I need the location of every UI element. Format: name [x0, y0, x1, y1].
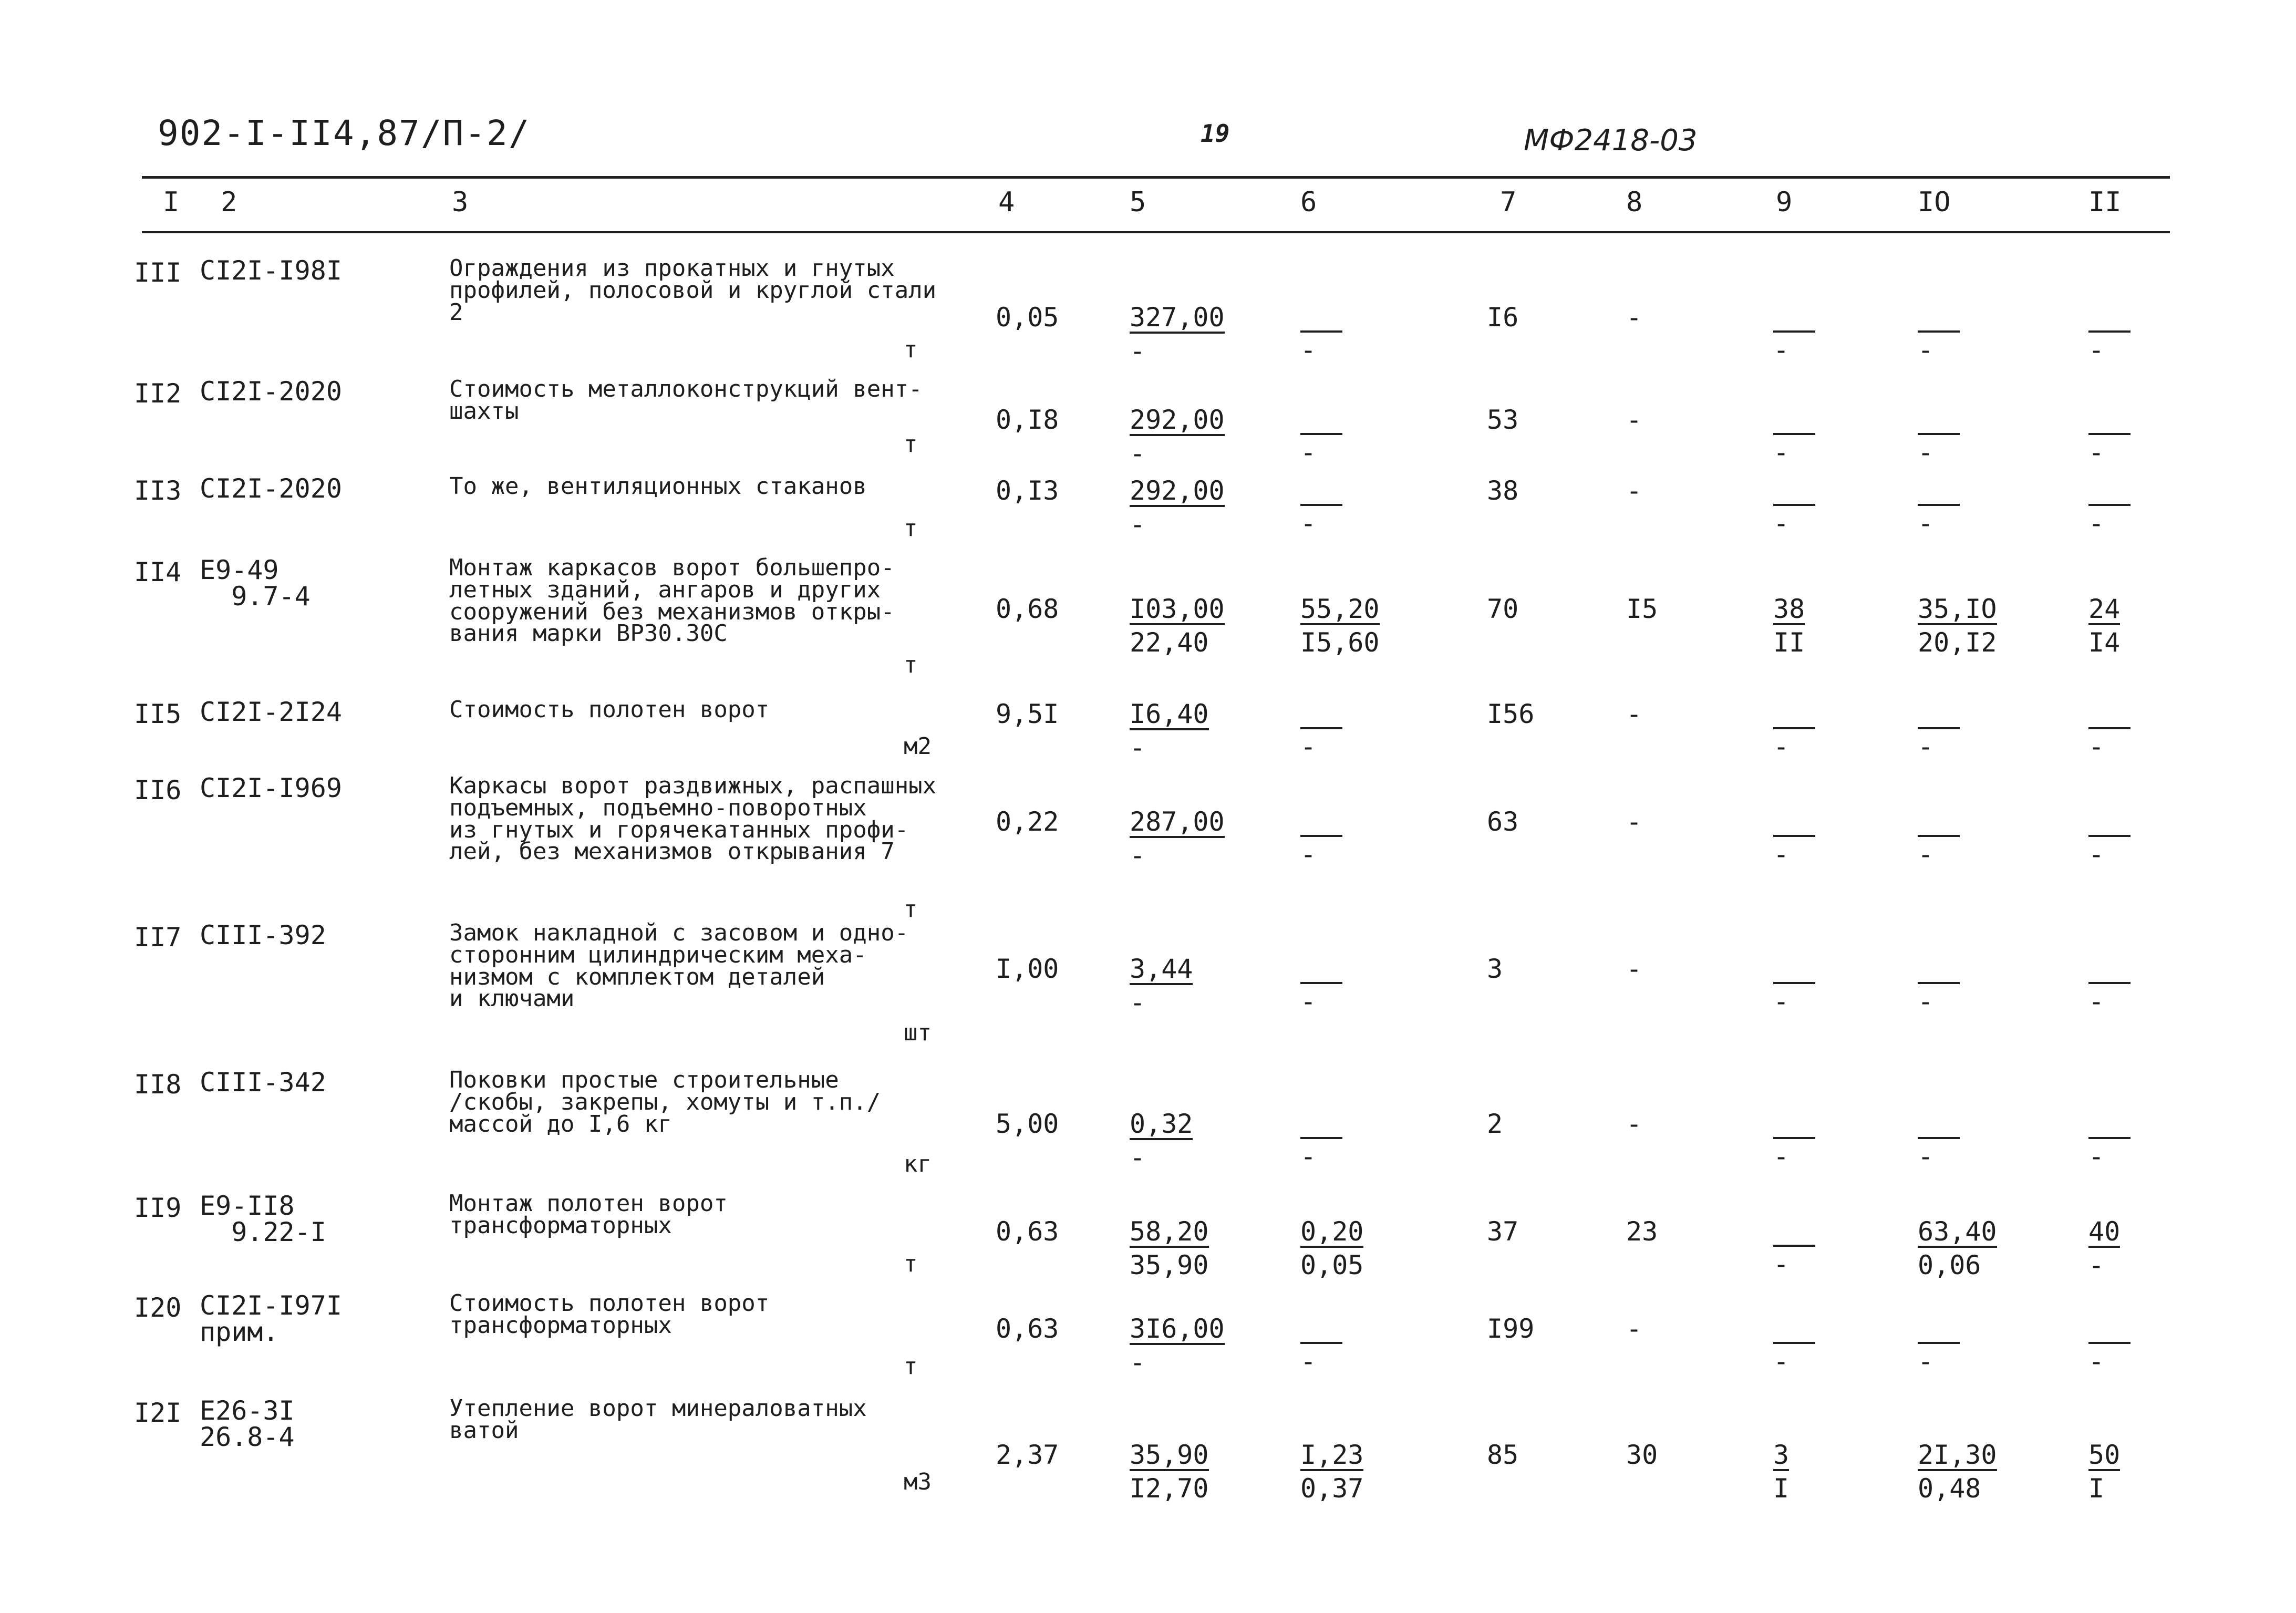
quantity: 0,68: [996, 594, 1059, 624]
unit-of-measure: т: [904, 652, 918, 678]
work-description: Каркасы ворот раздвижных, распашных подъемных, подъемно-поворотных из гнутых и горячекатанных профи- лей, без механизмов открывания 7: [449, 772, 937, 865]
cost-cell-c11: [2088, 405, 2130, 466]
cost-cell-c9: [1773, 1440, 1789, 1502]
cost-cell-c9: [1773, 405, 1815, 466]
cell-bottom-value: -: [1918, 1346, 1934, 1377]
cost-cell-c10: [1918, 1216, 1997, 1278]
col-number: 4: [998, 187, 1015, 218]
cell-bottom-value: -: [1130, 1347, 1146, 1378]
labor-cost: I99: [1487, 1314, 1535, 1344]
price-code: CI2I-I969: [200, 773, 342, 803]
unit-of-measure: кг: [904, 1151, 932, 1177]
cell-top-value: [1773, 1316, 1815, 1344]
labor-cost: 37: [1487, 1216, 1519, 1247]
cell-top-value: [2088, 1111, 2130, 1139]
cell-bottom-value: -: [1918, 731, 1934, 762]
cell-bottom-value: -: [1773, 335, 1790, 365]
cost-cell-c6: [1300, 1440, 1363, 1502]
cell-top-value: [1300, 956, 1342, 984]
cost-cell-c5: [1130, 1440, 1209, 1502]
cell-bottom-value: -: [1918, 839, 1934, 870]
cell-top-value: 0,20: [1300, 1216, 1364, 1247]
price-code: CIII-392: [200, 920, 326, 950]
cost-cell-c6: [1300, 699, 1342, 760]
cell-bottom-value: 35,90: [1130, 1250, 1209, 1280]
cost-cell-c11: [2088, 1109, 2130, 1170]
price-code: CIII-342: [200, 1067, 326, 1098]
quantity: 0,63: [996, 1314, 1059, 1344]
cost-cell-c5: [1130, 302, 1225, 364]
cell-bottom-value: -: [2088, 731, 2105, 762]
cell-top-value: [1918, 478, 1960, 506]
cell-bottom-value: 0,06: [1918, 1250, 1981, 1280]
cell-bottom-value: -: [1773, 731, 1790, 762]
cell-top-value: [2088, 478, 2130, 506]
quantity: 0,22: [996, 806, 1059, 837]
cell-top-value: [2088, 304, 2130, 333]
col-number: 9: [1776, 187, 1793, 218]
work-description: То же, вентиляционных стаканов: [449, 473, 867, 500]
unit-of-measure: м3: [904, 1469, 932, 1495]
cell-bottom-value: -: [1130, 732, 1146, 763]
row-number: II4: [134, 557, 182, 587]
cost-cell-c9: [1773, 806, 1815, 870]
cost-cell-c6: [1300, 1216, 1363, 1278]
cell-bottom-value: -: [1130, 987, 1146, 1018]
cost-cell-c9: [1773, 954, 1815, 1015]
cell-bottom-value: -: [1918, 508, 1934, 539]
cell-top-value: [1300, 304, 1342, 333]
cell-top-value: 35,IO: [1918, 594, 1997, 624]
table-top-rule: [142, 176, 2170, 179]
cost-cell-c10: [1918, 475, 1960, 539]
cell-bottom-value: I5,60: [1300, 627, 1380, 658]
row-number: I20: [134, 1293, 182, 1323]
cell-bottom-value: I2,70: [1130, 1473, 1209, 1504]
quantity: 0,I8: [996, 405, 1059, 435]
cost-cell-c11: [2088, 302, 2130, 363]
quantity: 0,05: [996, 302, 1059, 333]
row-number: II8: [134, 1069, 182, 1100]
work-description: Стоимость полотен ворот трансформаторных: [449, 1290, 770, 1339]
row-number: II3: [134, 475, 182, 506]
cost-cell-c10: [1918, 699, 1960, 760]
quantity: 2,37: [996, 1440, 1059, 1470]
document-code: 902-I-II4,87/П-2/: [158, 113, 531, 153]
wage-value: -: [1626, 1109, 1642, 1139]
cell-top-value: 24: [2088, 594, 2121, 624]
row-number: II7: [134, 922, 182, 953]
price-code: E9-49 9.7-4: [200, 555, 311, 612]
cell-bottom-value: -: [2088, 986, 2105, 1017]
cell-bottom-value: II: [1773, 627, 1805, 658]
page-number: 19: [1201, 119, 1230, 148]
cost-cell-c6: [1300, 302, 1342, 363]
cost-cell-c11: [2088, 1440, 2120, 1502]
cell-bottom-value: 0,37: [1300, 1473, 1364, 1504]
cell-bottom-value: -: [2088, 335, 2105, 365]
cell-top-value: [1300, 1316, 1342, 1344]
cell-bottom-value: -: [1773, 986, 1790, 1017]
unit-of-measure: т: [904, 1353, 918, 1380]
cost-cell-c9: [1773, 302, 1815, 363]
cell-bottom-value: -: [1300, 731, 1317, 762]
cost-cell-c6: [1300, 475, 1342, 539]
cell-top-value: 58,20: [1130, 1216, 1209, 1247]
cell-top-value: [1300, 478, 1342, 506]
cell-bottom-value: I: [2088, 1473, 2105, 1504]
cost-cell-c6: [1300, 1109, 1342, 1170]
cell-top-value: 2I,30: [1918, 1440, 1997, 1470]
cost-cell-c9: [1773, 699, 1815, 760]
cell-top-value: [1773, 304, 1815, 333]
cell-bottom-value: -: [1773, 1141, 1790, 1172]
cost-cell-c10: [1918, 405, 1960, 466]
col-number: 5: [1130, 187, 1146, 218]
labor-cost: 3: [1487, 954, 1503, 984]
table-header-rule: [142, 231, 2170, 233]
cell-bottom-value: -: [2088, 508, 2105, 539]
work-description: Стоимость металлоконструкций вент- шахты: [449, 376, 923, 425]
cell-top-value: [2088, 956, 2130, 984]
cell-bottom-value: -: [1300, 839, 1317, 870]
cell-top-value: 292,00: [1130, 475, 1225, 506]
cell-bottom-value: -: [1130, 1142, 1146, 1173]
cost-cell-c11: [2088, 1314, 2130, 1377]
quantity: 9,5I: [996, 699, 1059, 729]
cost-cell-c10: [1918, 594, 1997, 656]
col-number: 3: [452, 187, 469, 218]
cell-bottom-value: -: [1130, 438, 1146, 469]
cell-top-value: [1300, 407, 1342, 435]
cell-top-value: [1773, 809, 1815, 837]
unit-of-measure: т: [904, 336, 918, 363]
cell-top-value: [1773, 478, 1815, 506]
cost-cell-c6: [1300, 1314, 1342, 1377]
row-number: II6: [134, 775, 182, 805]
cell-top-value: [1918, 1111, 1960, 1139]
cell-top-value: [1300, 809, 1342, 837]
cell-bottom-value: -: [1773, 437, 1790, 468]
cost-cell-c5: [1130, 405, 1225, 467]
cost-cell-c5: [1130, 1314, 1225, 1376]
wage-value: -: [1626, 405, 1642, 435]
cell-top-value: 292,00: [1130, 405, 1225, 435]
wage-value: I5: [1626, 594, 1658, 624]
cell-top-value: 3,44: [1130, 954, 1193, 984]
cost-cell-c10: [1918, 1109, 1960, 1170]
cell-bottom-value: -: [2088, 1346, 2105, 1377]
cost-cell-c9: [1773, 594, 1805, 656]
cost-cell-c6: [1300, 806, 1342, 870]
document-stamp: МФ2418-03: [1524, 123, 1698, 158]
cell-top-value: 3I6,00: [1130, 1314, 1225, 1344]
cost-cell-c11: [2088, 954, 2130, 1015]
work-description: Монтаж полотен ворот трансформаторных: [449, 1190, 728, 1239]
cell-top-value: [1918, 809, 1960, 837]
cost-cell-c9: [1773, 1314, 1815, 1377]
cell-bottom-value: -: [1300, 1141, 1317, 1172]
cost-cell-c9: [1773, 1109, 1815, 1170]
wage-value: -: [1626, 1314, 1642, 1344]
cost-cell-c5: [1130, 594, 1225, 656]
labor-cost: 63: [1487, 806, 1519, 837]
col-number: 7: [1500, 187, 1517, 218]
price-code: CI2I-2020: [200, 473, 342, 504]
cell-top-value: [1773, 956, 1815, 984]
row-number: II9: [134, 1193, 182, 1223]
cell-top-value: 50: [2088, 1440, 2121, 1470]
labor-cost: I56: [1487, 699, 1535, 729]
cost-cell-c10: [1918, 302, 1960, 363]
cell-bottom-value: -: [1918, 335, 1934, 365]
row-number: III: [134, 257, 182, 288]
cell-top-value: 287,00: [1130, 806, 1225, 837]
cost-cell-c11: [2088, 594, 2120, 656]
unit-of-measure: м2: [904, 733, 932, 760]
column-number-row: [0, 187, 2296, 223]
price-code: CI2I-I98I: [200, 255, 342, 286]
cell-top-value: 55,20: [1300, 594, 1380, 624]
cell-bottom-value: -: [2088, 839, 2105, 870]
labor-cost: I6: [1487, 302, 1519, 333]
cell-bottom-value: -: [1918, 986, 1934, 1017]
cost-cell-c5: [1130, 806, 1225, 871]
work-description: Ограждения из прокатных и гнутых профилей, полосовой и круглой стали 2: [449, 255, 937, 326]
wage-value: -: [1626, 302, 1642, 333]
cell-top-value: [1773, 1111, 1815, 1139]
cell-top-value: 3: [1773, 1440, 1790, 1470]
cell-bottom-value: -: [1918, 1141, 1934, 1172]
work-description: Утепление ворот минераловатных ватой: [449, 1395, 867, 1444]
wage-value: 23: [1626, 1216, 1658, 1247]
cost-cell-c11: [2088, 699, 2130, 760]
row-number: II5: [134, 699, 182, 729]
cell-bottom-value: -: [1300, 986, 1317, 1017]
cost-cell-c10: [1918, 954, 1960, 1015]
cost-cell-c5: [1130, 1216, 1209, 1278]
cell-bottom-value: -: [2088, 437, 2105, 468]
price-code: E26-3I 26.8-4: [200, 1395, 295, 1452]
col-number: 6: [1300, 187, 1317, 218]
cost-cell-c11: [2088, 806, 2130, 870]
cell-top-value: [2088, 809, 2130, 837]
cell-top-value: 327,00: [1130, 302, 1225, 333]
cost-cell-c6: [1300, 594, 1380, 656]
cell-top-value: [1773, 701, 1815, 729]
cell-bottom-value: -: [1130, 336, 1146, 366]
work-description: Замок накладной с засовом и одно- сторонним цилиндрическим меха- низмом с комплектом деталей и ключами: [449, 919, 909, 1012]
cost-cell-c5: [1130, 475, 1225, 540]
cell-top-value: 38: [1773, 594, 1805, 624]
row-number: II2: [134, 378, 182, 409]
labor-cost: 85: [1487, 1440, 1519, 1470]
cost-cell-c11: [2088, 475, 2130, 539]
cell-bottom-value: 0,48: [1918, 1473, 1981, 1504]
cell-top-value: [2088, 701, 2130, 729]
work-description: Стоимость полотен ворот: [449, 696, 770, 723]
cell-bottom-value: -: [1773, 839, 1790, 870]
unit-of-measure: т: [904, 1250, 918, 1277]
cell-top-value: [1773, 407, 1815, 435]
cell-top-value: [1773, 1218, 1815, 1247]
cell-bottom-value: -: [1300, 335, 1317, 365]
wage-value: -: [1626, 806, 1642, 837]
col-number: 2: [221, 187, 237, 218]
cell-bottom-value: -: [1773, 1346, 1790, 1377]
quantity: 0,63: [996, 1216, 1059, 1247]
cost-cell-c6: [1300, 954, 1342, 1015]
cell-bottom-value: -: [2088, 1250, 2105, 1280]
wage-value: 30: [1626, 1440, 1658, 1470]
cell-top-value: 0,32: [1130, 1109, 1193, 1139]
cell-bottom-value: -: [1300, 437, 1317, 468]
cost-cell-c11: [2088, 1216, 2120, 1278]
work-description: Монтаж каркасов ворот большепро- летных зданий, ангаров и других сооружений без механизмов откры- вания марки ВР30.30С: [449, 554, 895, 647]
price-code: CI2I-2020: [200, 376, 342, 407]
quantity: 0,I3: [996, 475, 1059, 506]
unit-of-measure: т: [904, 515, 918, 542]
cell-bottom-value: -: [1300, 508, 1317, 539]
col-number: IO: [1918, 187, 1951, 218]
labor-cost: 2: [1487, 1109, 1503, 1139]
unit-of-measure: шт: [904, 1019, 932, 1046]
quantity: 5,00: [996, 1109, 1059, 1139]
col-number: II: [2088, 187, 2122, 218]
cell-bottom-value: -: [1918, 437, 1934, 468]
cell-top-value: [1918, 701, 1960, 729]
row-number: I2I: [134, 1398, 182, 1428]
cost-cell-c10: [1918, 1314, 1960, 1377]
cell-bottom-value: -: [1130, 840, 1146, 871]
unit-of-measure: т: [904, 896, 918, 923]
wage-value: -: [1626, 699, 1642, 729]
cell-top-value: I6,40: [1130, 699, 1209, 729]
cell-top-value: [1918, 956, 1960, 984]
cell-bottom-value: I: [1773, 1473, 1790, 1504]
cell-top-value: I,23: [1300, 1440, 1364, 1470]
cell-bottom-value: 22,40: [1130, 627, 1209, 658]
cost-cell-c6: [1300, 405, 1342, 466]
price-code: E9-II8 9.22-I: [200, 1191, 326, 1247]
cell-top-value: [1918, 407, 1960, 435]
col-number: 8: [1626, 187, 1643, 218]
unit-of-measure: т: [904, 431, 918, 458]
cell-top-value: I03,00: [1130, 594, 1225, 624]
cell-bottom-value: 0,05: [1300, 1250, 1364, 1280]
cell-bottom-value: I4: [2088, 627, 2121, 658]
cost-cell-c5: [1130, 954, 1193, 1016]
cell-bottom-value: -: [2088, 1141, 2105, 1172]
cell-bottom-value: -: [1773, 508, 1790, 539]
cell-top-value: [1918, 1316, 1960, 1344]
cost-cell-c5: [1130, 699, 1209, 761]
cell-top-value: 40: [2088, 1216, 2121, 1247]
labor-cost: 38: [1487, 475, 1519, 506]
price-code: CI2I-2I24: [200, 697, 342, 727]
cell-bottom-value: 20,I2: [1918, 627, 1997, 658]
col-number: I: [163, 187, 180, 218]
labor-cost: 70: [1487, 594, 1519, 624]
work-description: Поковки простые строительные /скобы, закрепы, хомуты и т.п./ массой до I,6 кг: [449, 1067, 881, 1138]
cell-bottom-value: -: [1130, 509, 1146, 540]
cell-bottom-value: -: [1300, 1346, 1317, 1377]
wage-value: -: [1626, 475, 1642, 506]
cell-top-value: [1918, 304, 1960, 333]
wage-value: -: [1626, 954, 1642, 984]
labor-cost: 53: [1487, 405, 1519, 435]
cell-top-value: 63,40: [1918, 1216, 1997, 1247]
page-header: [0, 113, 2296, 160]
cost-cell-c10: [1918, 1440, 1997, 1502]
cost-cell-c10: [1918, 806, 1960, 870]
quantity: I,00: [996, 954, 1059, 984]
cell-top-value: [2088, 407, 2130, 435]
cell-top-value: [2088, 1316, 2130, 1344]
cell-top-value: [1300, 701, 1342, 729]
cell-top-value: [1300, 1111, 1342, 1139]
price-code: CI2I-I97I прим.: [200, 1290, 342, 1347]
cell-bottom-value: -: [1773, 1249, 1790, 1279]
cell-top-value: 35,90: [1130, 1440, 1209, 1470]
cost-cell-c9: [1773, 1216, 1815, 1277]
cost-cell-c9: [1773, 475, 1815, 539]
cost-cell-c5: [1130, 1109, 1193, 1171]
